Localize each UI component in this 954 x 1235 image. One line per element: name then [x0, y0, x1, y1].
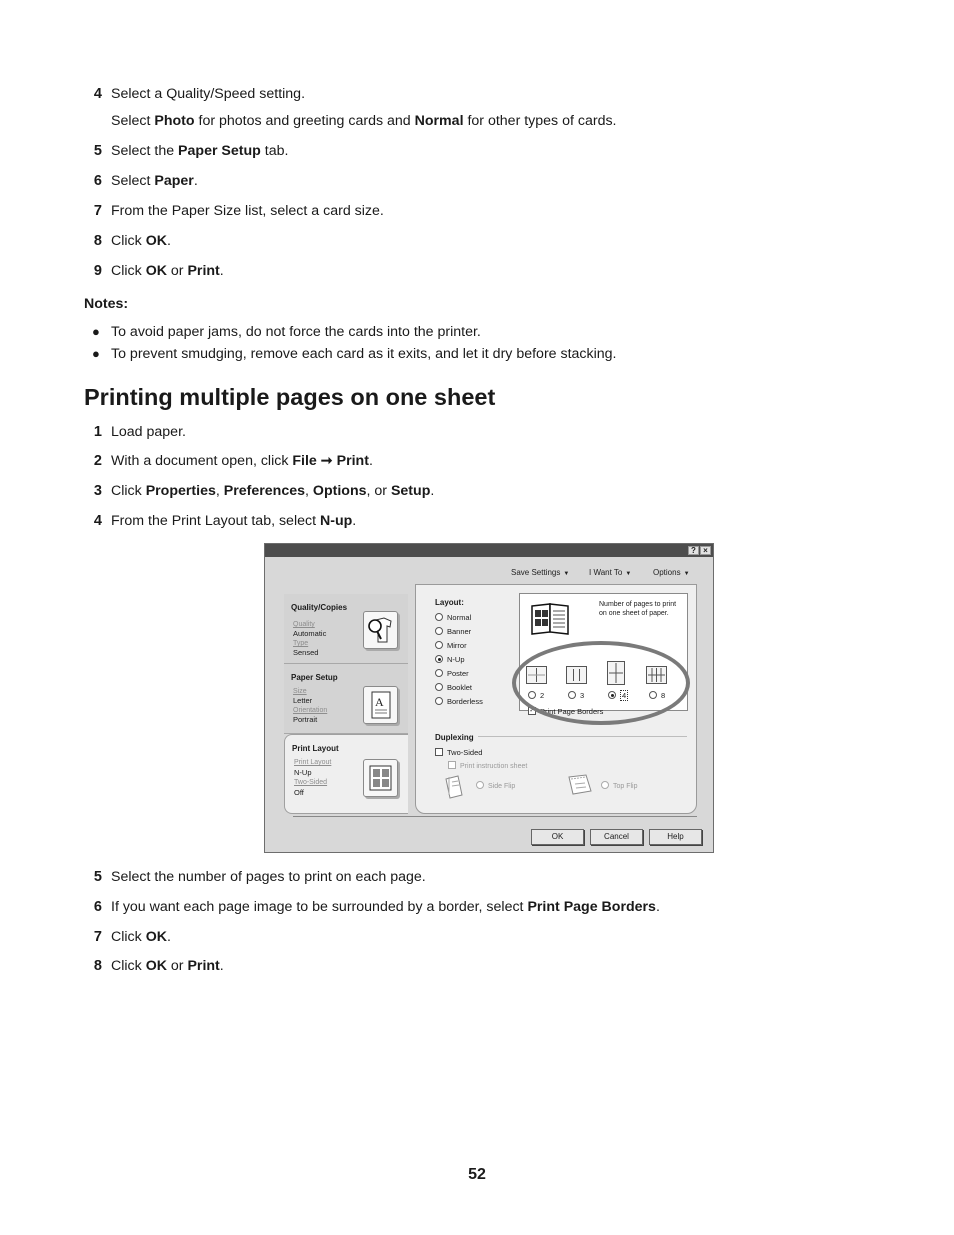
- radio-button[interactable]: [435, 697, 443, 705]
- tab-column: [284, 584, 416, 816]
- print-instruction-sheet-checkbox[interactable]: [448, 762, 527, 770]
- radio-button-disabled[interactable]: [476, 781, 484, 789]
- save-settings-label: Save Settings: [511, 568, 561, 577]
- step-text: Select the number of pages to print on each page.: [111, 869, 426, 885]
- option-label: Borderless: [447, 697, 483, 706]
- print-layout-link[interactable]: Print Layout: [294, 759, 332, 766]
- size-link[interactable]: Size: [293, 688, 307, 695]
- checkbox[interactable]: [435, 748, 443, 756]
- option-label: 4: [622, 691, 627, 700]
- tab-title: Paper Setup: [291, 673, 338, 682]
- size-value: Letter: [293, 696, 313, 705]
- n-up-pages-icon: [363, 759, 398, 797]
- i-want-to-label: I Want To: [589, 568, 623, 577]
- checkbox-checked[interactable]: ✓: [529, 708, 535, 715]
- orientation-link[interactable]: Orientation: [293, 707, 328, 714]
- close-icon[interactable]: ×: [700, 546, 711, 555]
- step-number: 4: [93, 86, 102, 102]
- radio-button-selected[interactable]: [435, 655, 443, 663]
- top-flip-option[interactable]: [601, 782, 638, 790]
- top-flip-notepad-icon: [566, 771, 592, 797]
- two-sided-link[interactable]: Two-Sided: [294, 779, 328, 786]
- bullet-icon: ●: [92, 324, 100, 339]
- step-number: 7: [93, 929, 102, 945]
- step-text: Click OK or Print.: [111, 958, 224, 974]
- option-label: Side Flip: [488, 782, 516, 790]
- two-sided-value: Off: [294, 788, 304, 797]
- paper-document-icon: [363, 686, 398, 724]
- step-number: 1: [93, 424, 102, 440]
- print-properties-dialog: [264, 543, 714, 853]
- step-number: 5: [93, 143, 102, 159]
- svg-text:A: A: [375, 695, 384, 709]
- highlight-oval: [512, 641, 690, 725]
- radio-button-disabled[interactable]: [601, 781, 609, 789]
- radio-button[interactable]: [435, 683, 443, 691]
- tab-title: Print Layout: [292, 744, 339, 753]
- i-want-to-menu[interactable]: [589, 568, 631, 577]
- step-text: Load paper.: [111, 424, 186, 440]
- chevron-down-icon: ▼: [563, 571, 570, 577]
- chevron-down-icon: ▼: [625, 571, 632, 577]
- option-label: Two-Sided: [447, 748, 483, 757]
- cancel-button[interactable]: Cancel: [590, 829, 643, 845]
- layout-option-n-up[interactable]: [435, 655, 465, 664]
- help-icon[interactable]: ?: [688, 546, 699, 555]
- preview-description: Number of pages to print on one sheet of paper.: [599, 601, 677, 617]
- option-label: N-Up: [447, 655, 465, 664]
- step-number: 2: [93, 453, 102, 469]
- step-4-detail: Select Photo for photos and greeting cards and Normal for other types of cards.: [111, 113, 617, 129]
- checkbox-disabled[interactable]: [448, 761, 456, 769]
- side-flip-booklet-icon: [442, 773, 468, 799]
- dialog-titlebar: [265, 544, 713, 557]
- book-pages-icon: [528, 600, 574, 640]
- option-label: 2: [540, 691, 545, 700]
- step-text: Click OK or Print.: [111, 263, 224, 279]
- tab-print-layout[interactable]: [284, 734, 408, 814]
- save-settings-menu[interactable]: [511, 568, 569, 577]
- step-text: Select a Quality/Speed setting.: [111, 86, 306, 102]
- option-label: Print Page Borders: [540, 707, 604, 716]
- quality-value: Automatic: [293, 629, 327, 638]
- type-value: Sensed: [293, 648, 319, 657]
- orientation-value: Portrait: [293, 715, 318, 724]
- layout-option-mirror[interactable]: [435, 641, 467, 650]
- radio-button[interactable]: [435, 669, 443, 677]
- layout-option-poster[interactable]: [435, 669, 469, 678]
- two-sided-checkbox[interactable]: [435, 748, 482, 757]
- step-text: Click OK.: [111, 929, 171, 945]
- type-link[interactable]: Type: [293, 640, 309, 647]
- layout-option-banner[interactable]: [435, 627, 471, 636]
- option-label: Print instruction sheet: [460, 762, 528, 770]
- option-label: Banner: [447, 627, 472, 636]
- layout-option-booklet[interactable]: [435, 683, 472, 692]
- step-number: 6: [93, 899, 102, 915]
- step-text: If you want each page image to be surrounded by a border, select Print Page Borders.: [111, 899, 660, 915]
- chevron-down-icon: ▼: [683, 571, 690, 577]
- step-number: 7: [93, 203, 102, 219]
- step-text: Click Properties, Preferences, Options, or Setup.: [111, 483, 435, 499]
- tab-quality-copies[interactable]: [284, 594, 408, 664]
- step-number: 8: [93, 233, 102, 249]
- option-label: Normal: [447, 613, 472, 622]
- layout-title: Layout:: [435, 598, 464, 607]
- step-number: 5: [93, 869, 102, 885]
- note-text: To prevent smudging, remove each card as it exits, and let it dry before stacking.: [111, 346, 617, 362]
- step-number: 8: [93, 958, 102, 974]
- option-label: Mirror: [447, 641, 467, 650]
- radio-button[interactable]: [435, 613, 443, 621]
- print-layout-value: N-Up: [294, 768, 312, 777]
- step-number: 4: [93, 513, 102, 529]
- option-label: 3: [580, 691, 585, 700]
- tab-paper-setup[interactable]: [284, 664, 408, 734]
- step-text: Click OK.: [111, 233, 171, 249]
- step-text: With a document open, click File ➞ Print.: [111, 453, 373, 469]
- page-number: 52: [468, 1166, 486, 1183]
- step-number: 3: [93, 483, 102, 499]
- step-text: Select Paper.: [111, 173, 198, 189]
- option-label: Poster: [447, 669, 469, 678]
- options-menu[interactable]: [653, 568, 690, 577]
- step-number: 9: [93, 263, 102, 279]
- divider: [293, 816, 697, 817]
- option-label: 8: [661, 691, 666, 700]
- help-button[interactable]: Help: [649, 829, 702, 845]
- section-heading: Printing multiple pages on one sheet: [84, 384, 496, 410]
- tab-title: Quality/Copies: [291, 603, 348, 612]
- magnifier-shirt-icon: [363, 611, 398, 649]
- duplexing-title: Duplexing: [435, 733, 478, 742]
- step-text: Select the Paper Setup tab.: [111, 143, 289, 159]
- step-number: 6: [93, 173, 102, 189]
- print-layout-panel: [415, 584, 697, 814]
- layout-option-normal[interactable]: [435, 613, 471, 622]
- options-label: Options: [653, 568, 681, 577]
- option-label: Top Flip: [613, 782, 638, 790]
- option-label: Booklet: [447, 683, 473, 692]
- bullet-icon: ●: [92, 346, 100, 361]
- radio-button[interactable]: [435, 627, 443, 635]
- quality-link[interactable]: Quality: [293, 621, 315, 628]
- radio-button[interactable]: [435, 641, 443, 649]
- layout-option-borderless[interactable]: [435, 697, 483, 706]
- note-text: To avoid paper jams, do not force the cards into the printer.: [111, 324, 481, 340]
- step-text: From the Print Layout tab, select N-up.: [111, 513, 357, 529]
- side-flip-option[interactable]: [476, 782, 515, 790]
- ok-button[interactable]: OK: [531, 829, 584, 845]
- step-text: From the Paper Size list, select a card size.: [111, 203, 384, 219]
- notes-label: Notes:: [84, 296, 129, 312]
